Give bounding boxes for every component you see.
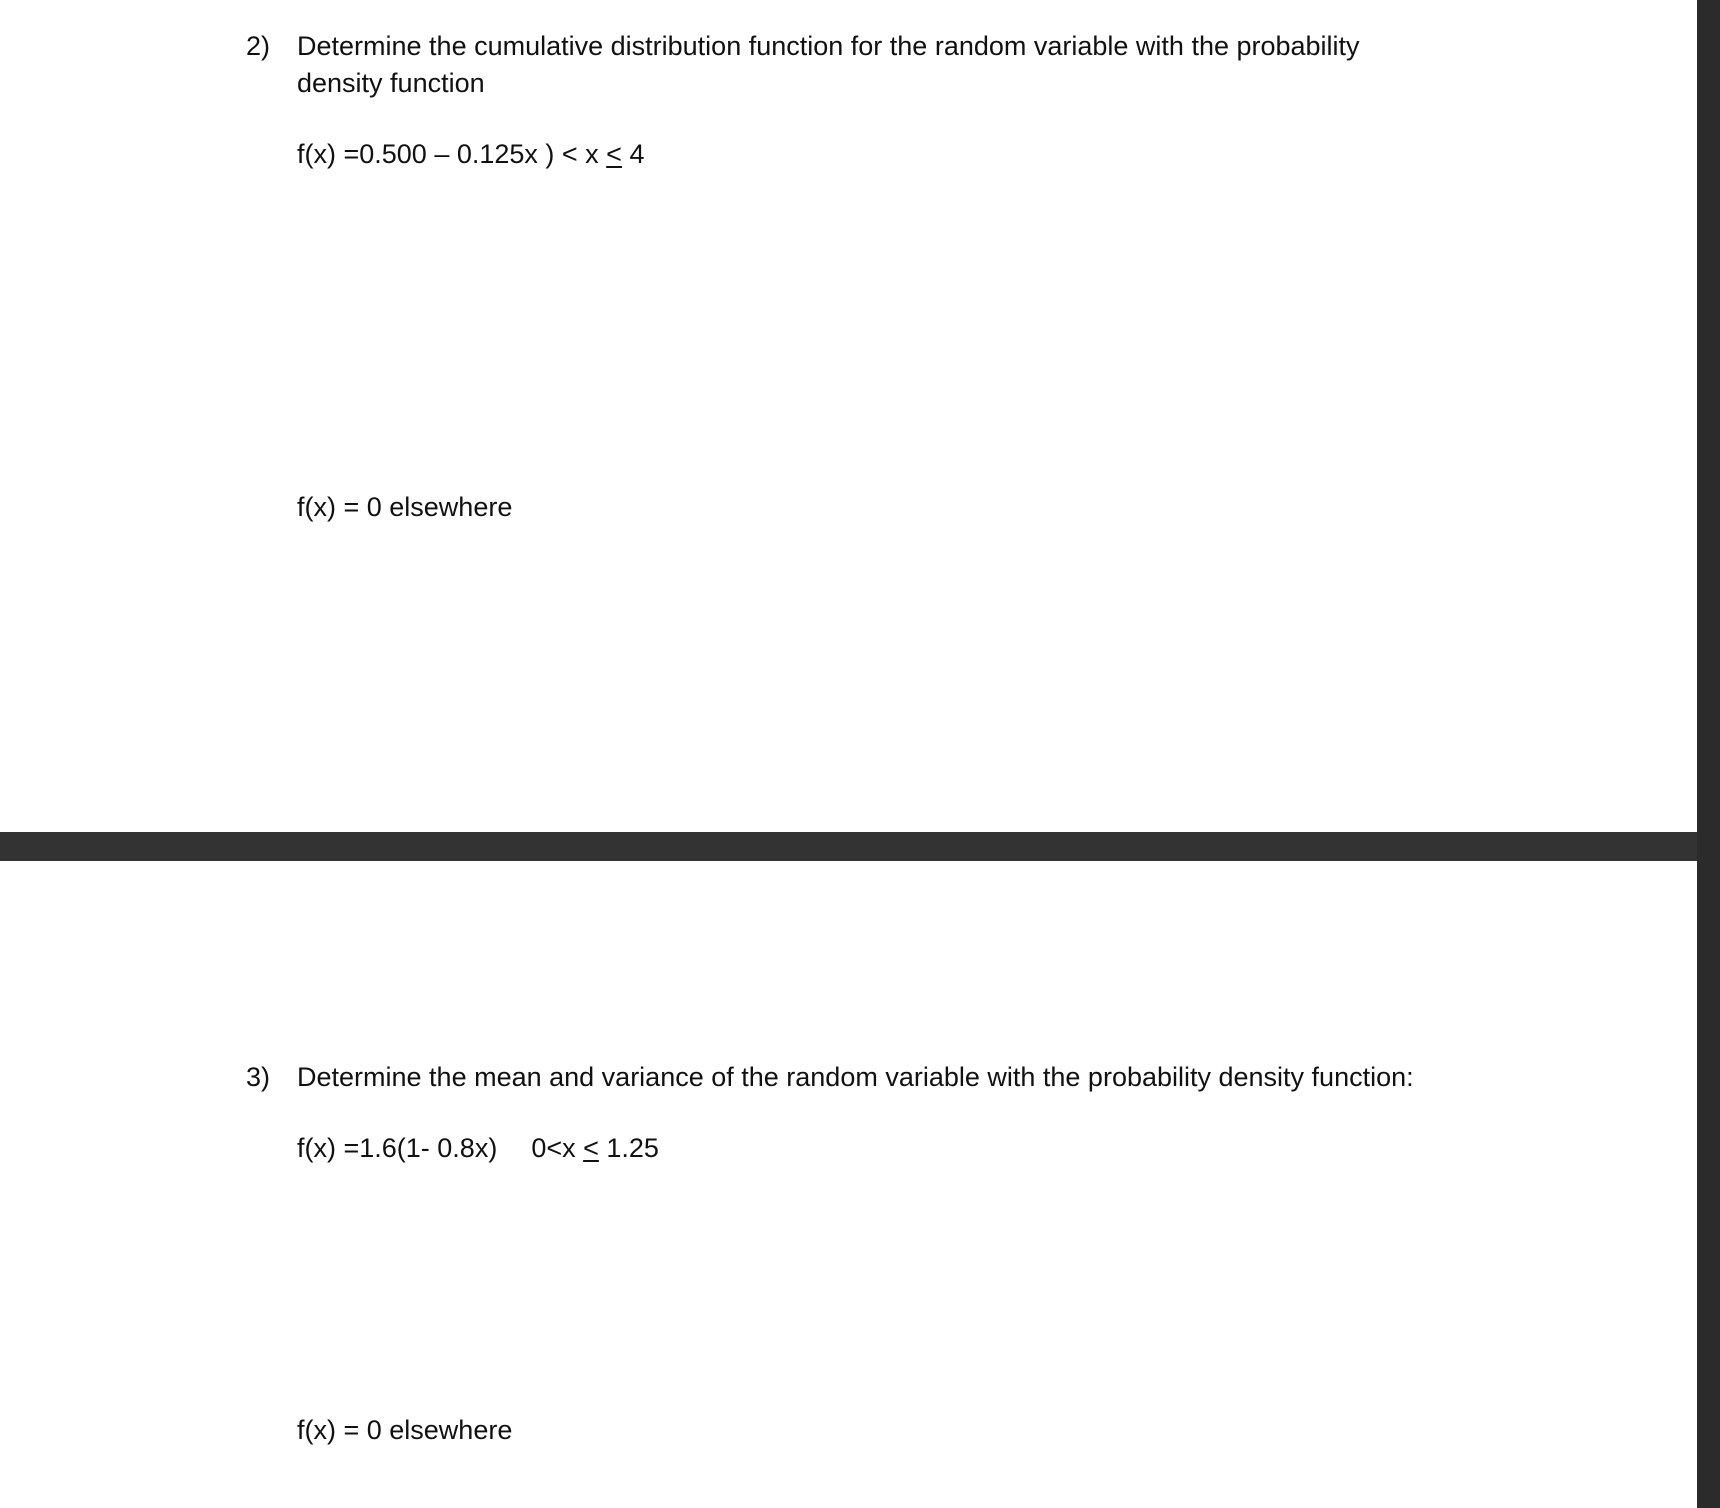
question-3-pdf (297, 1130, 659, 1167)
question-2-pdf-upper-bound: 4 (621, 139, 645, 169)
question-3-pdf-expression: f(x) =1.6(1- 0.8x) (297, 1133, 498, 1163)
question-2-pdf-leq-symbol: < (606, 139, 622, 169)
question-2-number: 2) (246, 31, 271, 61)
question-3-prompt-line-1: Determine the mean and variance of the random variable with the probability density function: (297, 1062, 1414, 1092)
viewer-scrollbar-track[interactable] (1697, 0, 1720, 1508)
document-page-2 (0, 861, 1697, 1508)
question-3-elsewhere: f(x) = 0 elsewhere (297, 1415, 513, 1445)
question-2-pdf (297, 136, 644, 173)
question-2-pdf-expression: f(x) =0.500 – 0.125x ) < x (297, 139, 607, 169)
question-2-elsewhere: f(x) = 0 elsewhere (297, 492, 513, 522)
question-3-pdf-leq-symbol: < (583, 1133, 599, 1163)
question-2-prompt-line-1: Determine the cumulative distribution function for the random variable with the probability (297, 31, 1360, 61)
question-3-number: 3) (246, 1062, 271, 1092)
question-2-prompt-line-2: density function (297, 68, 485, 98)
question-3-pdf-range-start: 0<x (531, 1133, 584, 1163)
question-3-pdf-upper-bound: 1.25 (598, 1133, 659, 1163)
